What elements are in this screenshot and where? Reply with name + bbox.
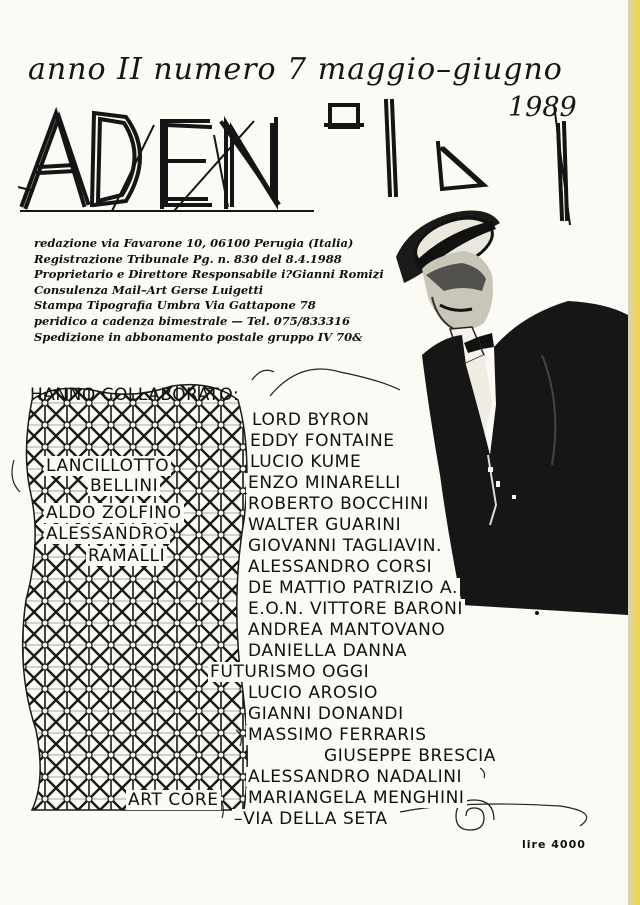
info-line: peridico a cadenza bimestrale — Tel. 075/833316: [34, 313, 351, 328]
collaborator-name: ROBERTO BOCCHINI: [248, 494, 429, 514]
collaborator-name: LUCIO KUME: [250, 452, 362, 472]
info-line: Registrazione Tribunale Pg. n. 830 del 8.4.1988: [34, 251, 342, 266]
collaborator-name: ALESSANDRO CORSI: [248, 557, 433, 577]
issue-year: 1989: [508, 92, 577, 123]
info-line: Stampa Tipografia Umbra Via Gattapone 78: [34, 298, 316, 313]
cover-price: lire 4000: [522, 838, 586, 851]
editorial-info: [34, 236, 394, 345]
collaborator-name: ALESSANDRO NADALINI: [248, 767, 463, 787]
collaborator-name: RAMALLI: [88, 546, 166, 566]
collaborator-name: ART CORE: [128, 790, 219, 810]
issue-line: anno II numero 7 maggio–giugno: [28, 52, 563, 87]
collaborator-name: BELLINI: [90, 476, 159, 496]
collaborator-name: LORD BYRON: [252, 410, 370, 430]
collaborator-name: ANDREA MANTOVANO: [248, 620, 446, 640]
collaborator-name: WALTER GUARINI: [248, 515, 402, 535]
collaborator-name: –VIA DELLA SETA: [234, 809, 388, 829]
collaborator-name: FUTURISMO OGGI: [210, 662, 370, 682]
collaborator-name: LANCILLOTTO: [46, 456, 170, 476]
collaborator-name: DE MATTIO PATRIZIO A.: [248, 578, 458, 598]
collaborator-name: E.O.N. VITTORE BARONI: [248, 599, 464, 619]
info-line: Spedizione in abbonamento postale gruppo IV 70&: [34, 329, 363, 344]
collaborator-name: MARIANGELA MENGHINI: [248, 788, 465, 808]
collaborator-name: EDDY FONTAINE: [250, 431, 395, 451]
collaborator-name: DANIELLA DANNA: [248, 641, 408, 661]
collaborator-name: GIOVANNI TAGLIAVIN.: [248, 536, 443, 556]
collaborator-name: MASSIMO FERRARIS: [248, 725, 427, 745]
binding-spine: [628, 0, 640, 905]
info-line: redazione via Favarone 10, 06100 Perugia (Italia): [34, 236, 354, 250]
collaborator-name: ALESSANDRO: [46, 524, 169, 544]
collaborator-name: LUCIO AROSIO: [248, 683, 378, 703]
collaborators-heading: HANNO COLLABORATO:: [30, 385, 240, 405]
collaborator-name: ALDO ZOLFINO: [46, 503, 182, 523]
info-line: Proprietario e Direttore Responsabile i?Gianni Romizi: [34, 267, 384, 282]
lattice-artwork: [12, 370, 262, 830]
collaborator-name: GIUSEPPE BRESCIA: [324, 746, 496, 766]
collaborator-name: ENZO MINARELLI: [248, 473, 401, 493]
info-line: Consulenza Mail–Art Gerse Luigetti: [34, 282, 264, 297]
collaborator-name: GIANNI DONANDI: [248, 704, 404, 724]
